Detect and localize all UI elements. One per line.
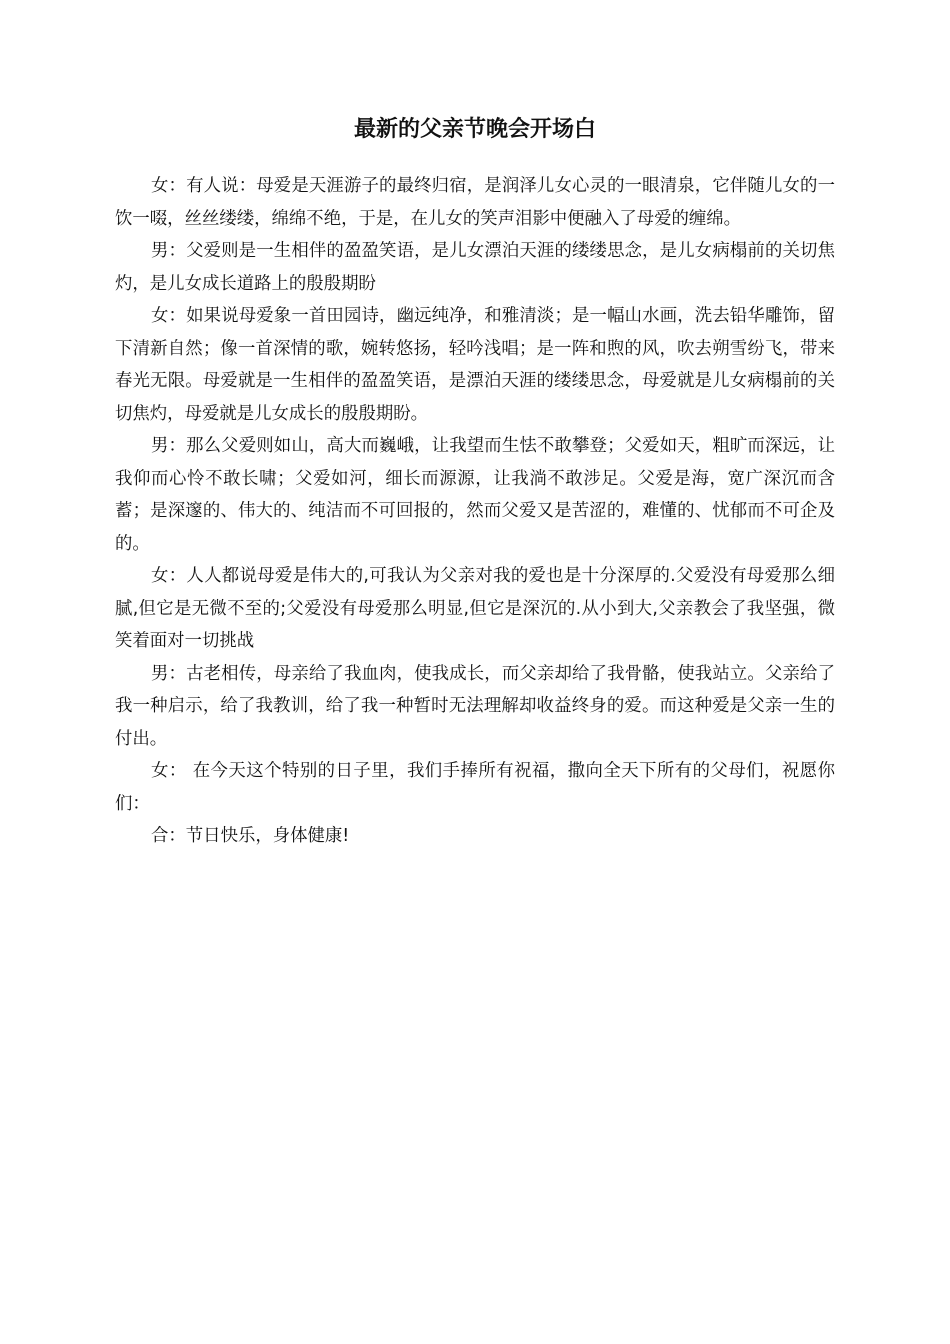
paragraph-3: 女：如果说母爱象一首田园诗，幽远纯净，和雅清淡；是一幅山水画，洗去铅华雕饰，留下清新自然；像一首深情的歌，婉转悠扬，轻吟浅唱；是一阵和煦的风，吹去朔雪纷飞，带来春光无限。母爱就是一生相伴的盈盈笑语，是漂泊天涯的缕缕思念，母爱就是儿女病榻前的关切焦灼，母爱就是儿女成长的殷殷期盼。 (115, 306, 835, 424)
paragraph-4: 男：那么父爱则如山，高大而巍峨，让我望而生怯不敢攀登；父爱如天，粗旷而深远，让我仰而心怜不敢长啸；父爱如河，细长而源源，让我淌不敢涉足。父爱是海，宽广深沉而含蓄；是深邃的、伟大的、纯洁而不可回报的，然而父爱又是苦涩的，难懂的、忧郁而不可企及的。 (115, 436, 835, 554)
document-body (115, 170, 835, 853)
paragraph-5: 女：人人都说母爱是伟大的,可我认为父亲对我的爱也是十分深厚的.父爱没有母爱那么细腻,但它是无微不至的;父爱没有母爱那么明显,但它是深沉的.从小到大,父亲教会了我坚强，微笑着面对一切挑战 (115, 566, 835, 651)
paragraph-6: 男：古老相传，母亲给了我血肉，使我成长，而父亲却给了我骨骼，使我站立。父亲给了我一种启示，给了我教训，给了我一种暂时无法理解却收益终身的爱。而这种爱是父亲一生的付出。 (115, 663, 835, 749)
paragraph-2: 男：父爱则是一生相伴的盈盈笑语，是儿女漂泊天涯的缕缕思念，是儿女病榻前的关切焦灼，是儿女成长道路上的殷殷期盼 (115, 241, 835, 294)
paragraph-1: 女：有人说：母爱是天涯游子的最终归宿，是润泽儿女心灵的一眼清泉，它伴随儿女的一饮一啜，丝丝缕缕，绵绵不绝，于是，在儿女的笑声泪影中便融入了母爱的缠绵。 (115, 176, 835, 229)
paragraph-7: 女： 在今天这个特别的日子里，我们手捧所有祝福，撒向全天下所有的父母们，祝愿你们： (115, 761, 835, 814)
paragraph-8: 合：节日快乐，身体健康! (151, 826, 350, 846)
document-title: 最新的父亲节晚会开场白 (353, 117, 596, 142)
